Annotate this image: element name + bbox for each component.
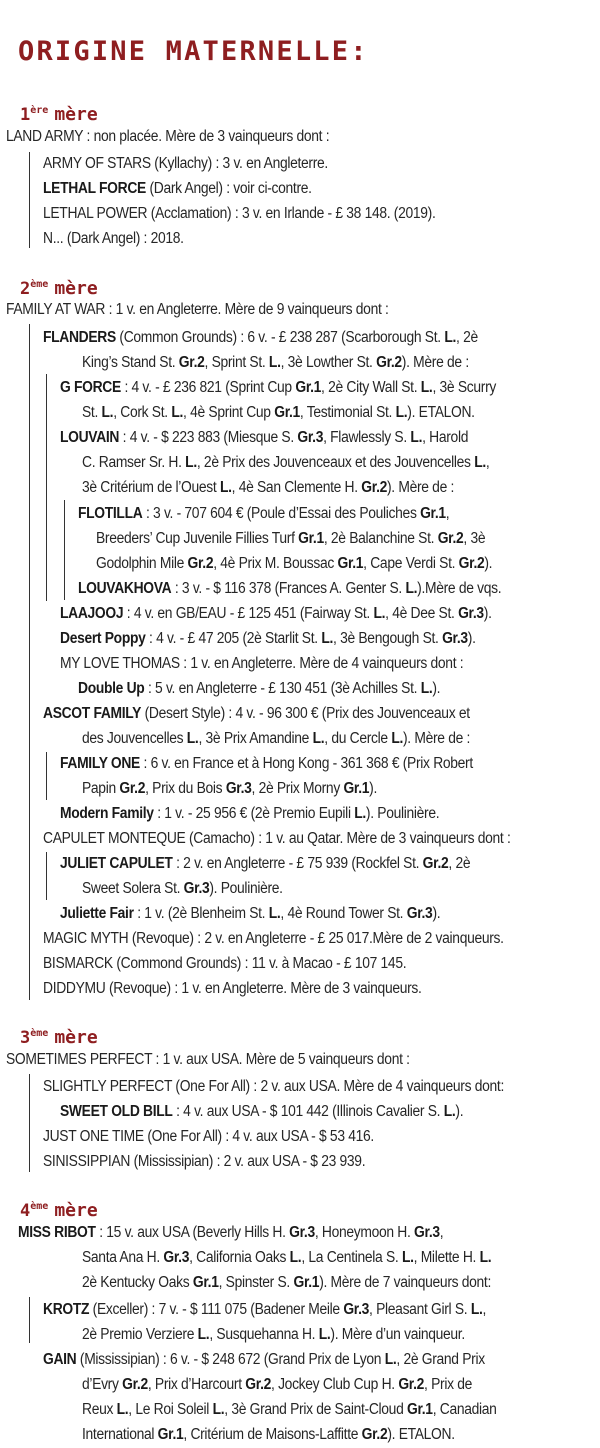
bold-run: L. [391, 730, 404, 747]
indent-bar [46, 852, 47, 900]
generation-word: mère [54, 104, 98, 125]
bold-run: Gr.1 [406, 1401, 433, 1418]
bold-run: L. [312, 730, 325, 747]
pedigree-line: SINISSIPPIAN (Mississipian) : 2 v. aux USA - $ 23 939. [43, 1153, 366, 1170]
pedigree-line: BISMARCK (Commond Grounds) : 11 v. à Macao - £ 107 145. [43, 955, 407, 972]
bold-run: Gr.1 [343, 780, 370, 797]
pedigree-line: 2è Premio Verziere L., Susquehanna H. L.). Mère d’un vainqueur. [82, 1326, 465, 1343]
pedigree-line: LAAJOOJ : 4 v. en GB/EAU - £ 125 451 (Fairway St. L., 4è Dee St. Gr.3). [60, 605, 492, 622]
bold-run: L. [373, 605, 386, 622]
bold-run: L. [197, 1326, 210, 1343]
bold-run: L. [318, 1326, 331, 1343]
pedigree-line: FAMILY AT WAR : 1 v. en Angleterre. Mère de 9 vainqueurs dont : [6, 301, 389, 318]
bold-run: Gr.2 [398, 1376, 425, 1393]
bold-run: L. [185, 454, 197, 471]
bold-run: LETHAL FORCE [43, 180, 146, 197]
generation-heading-1 [20, 100, 98, 126]
pedigree-line: Modern Family : 1 v. - 25 956 € (2è Premio Eupili L.). Poulinière. [60, 805, 440, 822]
generation-heading-2 [20, 274, 98, 300]
bold-run: Gr.3 [297, 429, 324, 446]
bold-run: Gr.2 [376, 354, 402, 371]
page-title: ORIGINE MATERNELLE: [18, 36, 369, 67]
pedigree-line: Godolphin Mile Gr.2, 4è Prix M. Boussac Gr.1, Cape Verdi St. Gr.2). [96, 555, 493, 572]
bold-run: Gr.2 [361, 479, 387, 496]
pedigree-line: G FORCE : 4 v. - £ 236 821 (Sprint Cup Gr.1, 2è City Wall St. L., 3è Scurry [60, 379, 496, 396]
bold-run: L. [470, 1301, 483, 1318]
bold-run: L. [354, 805, 366, 822]
pedigree-line: 2è Kentucky Oaks Gr.1, Spinster S. Gr.1). Mère de 7 vainqueurs dont: [82, 1274, 492, 1291]
pedigree-line: Reux L., Le Roi Soleil L., 3è Grand Prix de Saint-Cloud Gr.1, Canadian [82, 1401, 497, 1418]
pedigree-line: MY LOVE THOMAS : 1 v. en Angleterre. Mère de 4 vainqueurs dont : [60, 655, 464, 672]
generation-word: mère [54, 1200, 98, 1221]
bold-run: Gr.3 [163, 1249, 190, 1266]
indent-bar [29, 1297, 30, 1343]
generation-heading-4 [20, 1196, 98, 1222]
bold-run: Gr.2 [245, 1376, 271, 1393]
bold-run: L. [268, 354, 281, 371]
bold-run: L. [219, 479, 232, 496]
indent-bar [29, 324, 30, 1000]
generation-ordinal-suffix: ème [30, 279, 49, 290]
bold-run: LAAJOOJ [60, 605, 124, 622]
generation-word: mère [54, 1027, 98, 1048]
bold-run: L. [444, 329, 457, 346]
pedigree-line: JULIET CAPULET : 2 v. en Angleterre - £ 75 939 (Rockfel St. Gr.2, 2è [60, 855, 471, 872]
bold-run: L. [384, 1351, 397, 1368]
bold-run: LOUVAKHOVA [78, 580, 172, 597]
generation-ordinal-suffix: ème [30, 1201, 49, 1212]
bold-run: FLANDERS [43, 329, 116, 346]
bold-run: L. [268, 905, 281, 922]
bold-run: Gr.1 [157, 1426, 184, 1443]
bold-run: L. [395, 404, 408, 421]
bold-run: Gr.1 [274, 404, 300, 421]
pedigree-line: JUST ONE TIME (One For All) : 4 v. aux USA - $ 53 416. [43, 1128, 374, 1145]
pedigree-line: LETHAL POWER (Acclamation) : 3 v. en Irlande - £ 38 148. (2019). [43, 205, 436, 222]
bold-run: ASCOT FAMILY [43, 705, 142, 722]
bold-run: KROTZ [43, 1301, 90, 1318]
bold-run: L. [289, 1249, 302, 1266]
bold-run: L. [186, 730, 199, 747]
bold-run: L. [101, 404, 114, 421]
pedigree-line: C. Ramser Sr. H. L., 2è Prix des Jouvenceaux et des Jouvencelles L., [82, 454, 490, 471]
bold-run: Gr.3 [406, 905, 433, 922]
bold-run: Gr.1 [337, 555, 364, 572]
bold-run: Desert Poppy [60, 630, 146, 647]
bold-run: Gr.3 [442, 630, 468, 647]
generation-ordinal-suffix: ème [30, 1028, 49, 1039]
pedigree-line: Santa Ana H. Gr.3, California Oaks L., La Centinela S. L., Milette H. L. [82, 1249, 492, 1266]
bold-run: Gr.1 [192, 1274, 219, 1291]
generation-ordinal: 1 [20, 105, 31, 125]
pedigree-line: FLANDERS (Common Grounds) : 6 v. - £ 238 287 (Scarborough St. L., 2è [43, 329, 478, 346]
bold-run: L. [443, 1103, 456, 1120]
bold-run: L. [212, 1401, 225, 1418]
bold-run: GAIN [43, 1351, 77, 1368]
bold-run: Gr.3 [343, 1301, 370, 1318]
indent-bar [46, 752, 47, 800]
bold-run: Gr.1 [295, 379, 322, 396]
bold-run: Double Up [78, 680, 145, 697]
bold-run: MISS RIBOT [18, 1224, 96, 1241]
generation-ordinal-suffix: ère [30, 105, 49, 116]
pedigree-line: Breeders’ Cup Juvenile Fillies Turf Gr.1, 2è Balanchine St. Gr.2, 3è [96, 530, 486, 547]
generation-heading-3 [20, 1023, 98, 1049]
pedigree-line: King’s Stand St. Gr.2, Sprint St. L., 3è Lowther St. Gr.2). Mère de : [82, 354, 469, 371]
bold-run: Gr.3 [289, 1224, 315, 1241]
bold-run: L. [420, 680, 433, 697]
bold-run: Gr.2 [119, 780, 146, 797]
pedigree-line: SWEET OLD BILL : 4 v. aux USA - $ 101 442 (Illinois Cavalier S. L.). [60, 1103, 464, 1120]
pedigree-line: N... (Dark Angel) : 2018. [43, 230, 184, 247]
pedigree-line: LOUVAIN : 4 v. - $ 223 883 (Miesque S. Gr.3, Flawlessly S. L., Harold [60, 429, 469, 446]
bold-run: Gr.1 [298, 530, 324, 547]
bold-run: Gr.1 [293, 1274, 320, 1291]
bold-run: FAMILY ONE [60, 755, 140, 772]
pedigree-line: MISS RIBOT : 15 v. aux USA (Beverly Hills H. Gr.3, Honeymoon H. Gr.3, [18, 1224, 444, 1241]
pedigree-line: LETHAL FORCE (Dark Angel) : voir ci-contre. [43, 180, 312, 197]
bold-run: Juliette Fair [60, 905, 134, 922]
pedigree-line: ASCOT FAMILY (Desert Style) : 4 v. - 96 300 € (Prix des Jouvenceaux et [43, 705, 470, 722]
bold-run: LOUVAIN [60, 429, 120, 446]
bold-run: Gr.2 [122, 1376, 148, 1393]
bold-run: L. [171, 404, 184, 421]
bold-run: Gr.3 [458, 605, 484, 622]
pedigree-line: Sweet Solera St. Gr.3). Poulinière. [82, 880, 283, 897]
indent-bar [29, 1074, 30, 1172]
pedigree-line: FAMILY ONE : 6 v. en France et à Hong Kong - 361 368 € (Prix Robert [60, 755, 473, 772]
pedigree-line: St. L., Cork St. L., 4è Sprint Cup Gr.1, Testimonial St. L.). ETALON. [82, 404, 475, 421]
pedigree-line: LOUVAKHOVA : 3 v. - $ 116 378 (Frances A. Genter S. L.).Mère de vqs. [78, 580, 502, 597]
pedigree-line: SOMETIMES PERFECT : 1 v. aux USA. Mère de 5 vainqueurs dont : [6, 1051, 410, 1068]
bold-run: L. [116, 1401, 129, 1418]
pedigree-line: des Jouvencelles L., 3è Prix Amandine L., du Cercle L.). Mère de : [82, 730, 471, 747]
bold-run: L. [405, 580, 418, 597]
bold-run: Gr.3 [183, 880, 210, 897]
pedigree-line: Juliette Fair : 1 v. (2è Blenheim St. L., 4è Round Tower St. Gr.3). [60, 905, 441, 922]
bold-run: L. [410, 429, 423, 446]
bold-run: Gr.3 [414, 1224, 440, 1241]
indent-bar [29, 152, 30, 248]
bold-run: JULIET CAPULET [60, 855, 173, 872]
bold-run: Gr.2 [187, 555, 214, 572]
pedigree-line: Papin Gr.2, Prix du Bois Gr.3, 2è Prix Morny Gr.1). [82, 780, 377, 797]
bold-run: L. [474, 454, 486, 471]
generation-ordinal: 3 [20, 1028, 31, 1048]
pedigree-line: DIDDYMU (Revoque) : 1 v. en Angleterre. Mère de 3 vainqueurs. [43, 980, 422, 997]
generation-ordinal: 2 [20, 279, 31, 299]
bold-run: Gr.3 [225, 780, 252, 797]
indent-bar [64, 500, 65, 600]
bold-run: Gr.1 [420, 505, 446, 522]
pedigree-line: Double Up : 5 v. en Angleterre - £ 130 451 (3è Achilles St. L.). [78, 680, 441, 697]
bold-run: Gr.2 [178, 354, 205, 371]
pedigree-line: GAIN (Mississipian) : 6 v. - $ 248 672 (Grand Prix de Lyon L., 2è Grand Prix [43, 1351, 485, 1368]
pedigree-line: KROTZ (Exceller) : 7 v. - $ 111 075 (Badener Meile Gr.3, Pleasant Girl S. L., [43, 1301, 487, 1318]
bold-run: Modern Family [60, 805, 154, 822]
bold-run: Gr.2 [361, 1426, 388, 1443]
indent-bar [46, 374, 47, 601]
bold-run: L. [479, 1249, 492, 1266]
bold-run: SWEET OLD BILL [60, 1103, 173, 1120]
pedigree-line: MAGIC MYTH (Revoque) : 2 v. en Angleterre - £ 25 017.Mère de 2 vainqueurs. [43, 930, 504, 947]
pedigree-line: SLIGHTLY PERFECT (One For All) : 2 v. aux USA. Mère de 4 vainqueurs dont: [43, 1078, 504, 1095]
pedigree-line: LAND ARMY : non placée. Mère de 3 vainqueurs dont : [6, 128, 330, 145]
bold-run: L. [401, 1249, 414, 1266]
pedigree-line: 3è Critérium de l’Ouest L., 4è San Clemente H. Gr.2). Mère de : [82, 479, 455, 496]
generation-ordinal: 4 [20, 1201, 31, 1221]
pedigree-line: d’Evry Gr.2, Prix d’Harcourt Gr.2, Jockey Club Cup H. Gr.2, Prix de [82, 1376, 473, 1393]
pedigree-line: ARMY OF STARS (Kyllachy) : 3 v. en Angleterre. [43, 155, 328, 172]
pedigree-line: International Gr.1, Critérium de Maisons-Laffitte Gr.2). ETALON. [82, 1426, 455, 1443]
pedigree-line: FLOTILLA : 3 v. - 707 604 € (Poule d’Essai des Pouliches Gr.1, [78, 505, 450, 522]
pedigree-line: Desert Poppy : 4 v. - £ 47 205 (2è Starlit St. L., 3è Bengough St. Gr.3). [60, 630, 476, 647]
bold-run: Gr.2 [422, 855, 449, 872]
generation-word: mère [54, 278, 98, 299]
bold-run: L. [321, 630, 334, 647]
bold-run: G FORCE [60, 379, 121, 396]
bold-run: L. [420, 379, 433, 396]
bold-run: Gr.2 [458, 555, 485, 572]
pedigree-line: CAPULET MONTEQUE (Camacho) : 1 v. au Qatar. Mère de 3 vainqueurs dont : [43, 830, 511, 847]
bold-run: Gr.2 [437, 530, 464, 547]
bold-run: FLOTILLA [78, 505, 143, 522]
